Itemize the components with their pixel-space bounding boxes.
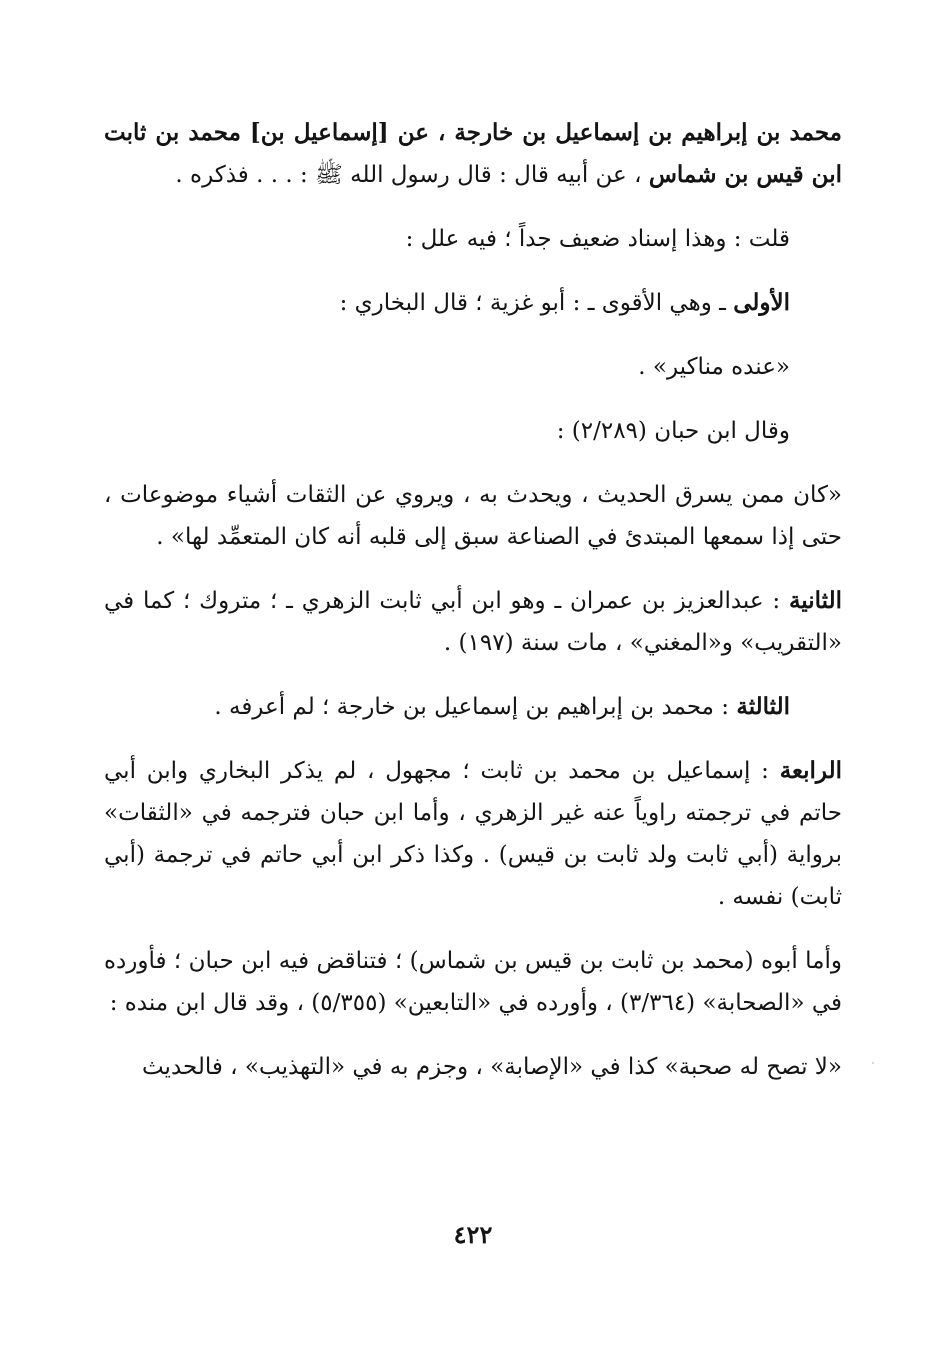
paragraph-chain-of-narration	[104, 112, 842, 196]
paragraph-ibn-hibban-intro	[104, 410, 842, 452]
page-body	[104, 112, 842, 1110]
paragraph-fourth-defect	[104, 750, 842, 918]
paragraph-text: ـ وهي الأقوى ـ : أبو غزية ؛ قال البخاري :	[339, 290, 734, 316]
paragraph-quote-bukhari	[104, 346, 842, 388]
paragraph-third-defect	[104, 686, 842, 728]
defect-label-third: الثالثة	[736, 693, 790, 720]
scan-speck	[872, 1062, 874, 1064]
paragraph-text: «لا تصح له صحبة» كذا في «الإصابة» ، وجزم به في «التهذيب» ، فالحديث	[141, 1054, 842, 1080]
paragraph-second-defect	[104, 580, 842, 664]
paragraph-text: : إسماعيل بن محمد بن ثابت ؛ مجهول ، لم يذكر البخاري وابن أبي حاتم في ترجمته راوياً عنه غير الزهري ، وأما ابن حبان فترجمه في «الثقات» برواية (أبي ثابت ولد ثابت بن قيس) . وكذا ذكر ابن أبي حاتم في ترجمة (أبي ثابت) نفسه .	[104, 758, 842, 910]
narrator-chain-bold: محمد بن إبراهيم بن إسماعيل بن خارجة ، عن [إسماعيل بن] محمد بن ثابت ابن قيس بن شماس	[104, 119, 842, 188]
paragraph-text: «عنده مناكير» .	[638, 354, 790, 380]
paragraph-first-defect	[104, 282, 842, 324]
paragraph-text: «كان ممن يسرق الحديث ، ويحدث به ، ويروي عن الثقات أشياء موضوعات ، حتى إذا سمعها المبتدئ في الصناعة سبق إلى قلبه أنه كان المتعمِّد لها» .	[104, 482, 842, 550]
paragraph-ibn-mandah-quote	[104, 1046, 842, 1088]
paragraph-quote-ibn-hibban	[104, 474, 842, 558]
defect-label-second: الثانية	[788, 587, 842, 614]
defect-label-first: الأولى	[733, 289, 790, 316]
defect-label-fourth: الرابعة	[779, 757, 842, 784]
paragraph-text: : محمد بن إبراهيم بن إسماعيل بن خارجة ؛ لم أعرفه .	[214, 694, 737, 720]
paragraph-text: وأما أبوه (محمد بن ثابت بن قيس بن شماس) ؛ فتناقض فيه ابن حبان ؛ فأورده في «الصحابة» (٣/٣٦٤) ، وأورده في «التابعين» (٥/٣٥٥) ، وقد قال ابن منده :	[104, 948, 842, 1016]
paragraph-text: قلت : وهذا إسناد ضعيف جداً ؛ فيه علل :	[405, 226, 790, 252]
paragraph-text: : عبدالعزيز بن عمران ـ وهو ابن أبي ثابت الزهري ـ ؛ متروك ؛ كما في «التقريب» و«المغني» ، مات سنة (١٩٧) .	[104, 588, 842, 656]
paragraph-father-status	[104, 940, 842, 1024]
paragraph-text: ، عن أبيه قال : قال رسول الله ﷺ : . . . فذكره .	[175, 162, 649, 188]
paragraph-text: وقال ابن حبان (٢/٢٨٩) :	[556, 418, 790, 444]
paragraph-verdict	[104, 218, 842, 260]
page-number: ٤٢٢	[453, 1220, 493, 1249]
